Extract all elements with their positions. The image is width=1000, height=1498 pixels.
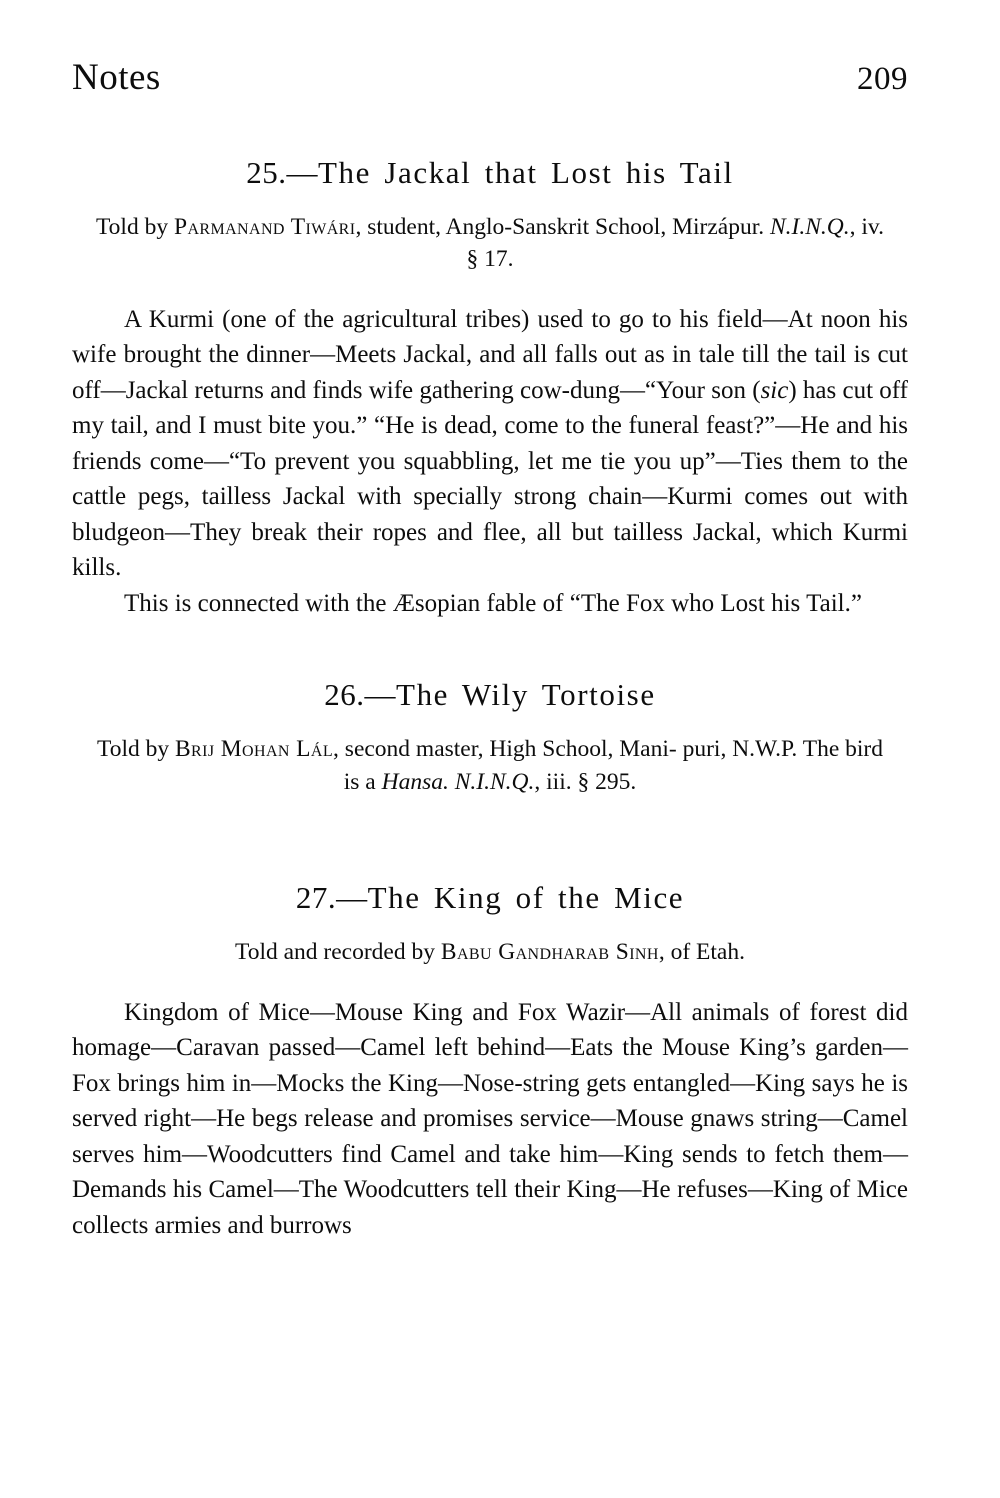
section-number-26: 26.— <box>324 677 397 713</box>
attribution-bird-italic: Hansa. <box>381 768 449 795</box>
attribution-place: Mirzápur. <box>672 214 770 240</box>
section-heading-27 <box>72 880 908 916</box>
attribution-suffix: , student, Anglo-Sanskrit School, <box>355 214 667 240</box>
attribution-reference: , iv. § 17. <box>466 214 885 273</box>
section-body-27 <box>72 995 908 1244</box>
attribution-prefix: Told and recorded by <box>235 939 441 966</box>
paragraph: This is connected with the Æsopian fable of “The Fox who Lost his Tail.” <box>124 589 862 617</box>
page-title: Notes <box>72 57 161 98</box>
page-content <box>72 56 908 1243</box>
attribution-prefix: Told by <box>96 736 175 763</box>
attribution-suffix: , second master, High School, Mani- <box>333 736 677 763</box>
running-head <box>72 56 908 99</box>
section-attribution-25 <box>95 211 885 276</box>
attribution-reference: , iii. § 295. <box>534 768 637 795</box>
section-body-25 <box>72 302 908 622</box>
section-spacer <box>72 621 908 677</box>
section-title-26: The Wily Tortoise <box>396 677 656 713</box>
paragraph <box>72 302 908 586</box>
attribution-source-italic: N.I.N.Q. <box>454 768 535 795</box>
section-heading-25 <box>72 155 908 191</box>
attribution-suffix: , of Etah. <box>658 939 745 966</box>
section-attribution-26 <box>95 733 885 798</box>
paragraph-italic-sic: sic <box>760 376 789 404</box>
attribution-teller-name: Babu Gandharab Sinh <box>440 939 659 966</box>
attribution-teller-name: Brij Mohan Lál <box>174 736 334 763</box>
page-number: 209 <box>857 61 908 97</box>
paragraph-text-cont: ) has cut off my tail, and I must bite you.” “He is dead, come to the funeral feast?”—He and his friends come—“To prevent you squabbling, let me tie you up”—Ties them to the cattle pegs, tailless Jackal with specially strong chain—Kurmi comes out with bludgeon—They break their ropes and flee, all but tailless Jackal, which Kurmi kills. <box>72 376 908 582</box>
section-number-25: 25.— <box>246 155 318 190</box>
section-title-27: The King of the Mice <box>367 880 685 916</box>
paragraph: Kingdom of Mice—Mouse King and Fox Wazir—All animals of forest did homage—Caravan passed—Camel left behind—Eats the Mouse King’s garden—Fox brings him in—Mocks the King—Nose-string gets entangled—King says he is served right—He begs release and promises service—Mouse gnaws string—Camel serves him—Woodcutters find Camel and take him—King sends to fetch them—Demands his Camel—The Woodcutters tell their King—He refuses—King of Mice collects armies and burrows <box>72 998 908 1239</box>
attribution-place: puri, N.W.P. The bird is a <box>343 736 883 795</box>
section-spacer <box>72 824 908 880</box>
section-attribution-27 <box>95 936 885 968</box>
section-heading-26 <box>72 677 908 713</box>
attribution-prefix: Told by <box>95 214 174 240</box>
section-number-27: 27.— <box>295 880 368 916</box>
attribution-source-italic: N.I.N.Q. <box>769 214 850 240</box>
section-title-25: The Jackal that Lost his Tail <box>317 155 734 190</box>
paragraph-text: A Kurmi (one of the agricultural tribes) used to go to his field—At noon his wife brought the dinner—Meets Jackal, and all falls out as in tale till the tail is cut off—Jackal returns and finds wife gathering cow-dung—“Your son ( <box>72 305 908 404</box>
attribution-teller-name: Parmanand Tiwári <box>173 214 356 240</box>
